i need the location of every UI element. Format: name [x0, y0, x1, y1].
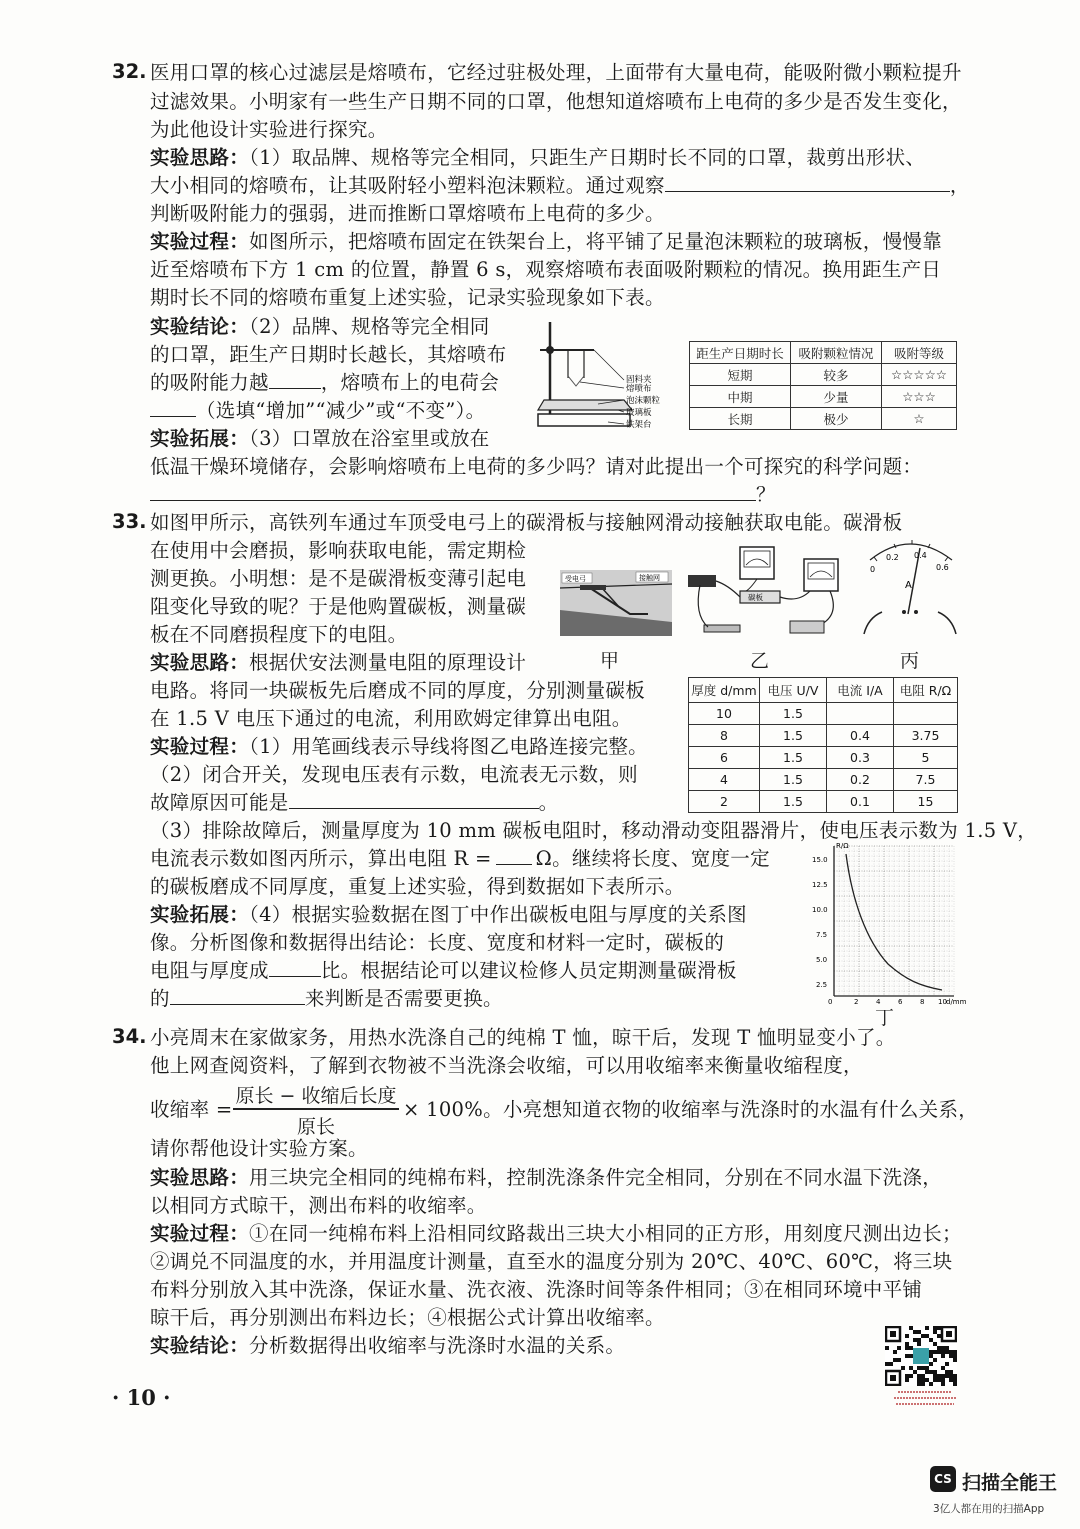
fig-label: 玻璃板: [626, 408, 652, 418]
table-header-cell: 电阻 R/Ω: [894, 678, 958, 703]
table-row: [690, 408, 957, 430]
q32-text-line: 实验拓展：（3）口罩放在浴室里或放在: [150, 427, 490, 450]
table-row: [689, 769, 958, 791]
qr-cell: [893, 1358, 897, 1362]
qr-cell: [949, 1374, 953, 1378]
q33-text-line: 在使用中会磨损，影响获取电能，需定期检: [150, 539, 527, 562]
qr-cell: [929, 1338, 933, 1342]
qr-cell: [917, 1330, 921, 1334]
table-cell: 少量: [791, 386, 882, 408]
table-cell: 15: [894, 791, 958, 813]
table-cell: 0.3: [827, 747, 894, 769]
table-cell: 3.75: [894, 725, 958, 747]
q32-text-line: 判断吸附能力的强弱，进而推断口罩熔喷布上电荷的多少。: [150, 202, 665, 225]
table-cell: 4: [689, 769, 760, 791]
q34-text-line: ②调兑不同温度的水，并用温度计测量，直至水的温度分别为 20℃、40℃、60℃，将三块: [150, 1250, 953, 1273]
graph-x-tick: 0: [828, 998, 833, 1006]
graph-y-axis-label: R/Ω: [836, 842, 849, 850]
q34-text-line: 实验思路：用三块完全相同的纯棉布料，控制洗涤条件完全相同，分别在不同水温下洗涤，: [150, 1166, 943, 1189]
q33-text-line: 实验过程：（1）用笔画线表示导线将图乙电路连接完整。: [150, 735, 648, 758]
qr-cell: [937, 1374, 941, 1378]
qr-cell: [933, 1350, 937, 1354]
q32-text-line: 实验过程：如图所示，把熔喷布固定在铁架台上，将平铺了足量泡沫颗粒的玻璃板，慢慢靠: [150, 230, 943, 253]
qr-cell: [933, 1374, 937, 1378]
qr-cell: [933, 1326, 937, 1330]
qr-cell: [909, 1346, 913, 1350]
answer-blank[interactable]: [496, 846, 532, 865]
qr-caption-decoration: [890, 1388, 960, 1410]
q32-text-line: 过滤效果。小明家有一些生产日期不同的口罩，他想知道熔喷布上电荷的多少是否发生变化，: [150, 90, 962, 113]
qr-cell: [937, 1350, 941, 1354]
graph-y-tick: 15.0: [812, 856, 828, 864]
qr-cell: [897, 1358, 901, 1362]
qr-cell: [937, 1326, 941, 1330]
dial-tick: 0.2: [886, 553, 899, 562]
qr-cell: [945, 1374, 949, 1378]
graph-x-tick: 8: [920, 998, 925, 1006]
graph-x-tick: 10: [938, 998, 947, 1006]
qr-cell: [933, 1358, 937, 1362]
q32-text-line: 医用口罩的核心过滤层是熔喷布，它经过驻极处理，上面带有大量电荷，能吸附微小颗粒提升: [150, 61, 962, 84]
graph-y-tick: 5.0: [816, 956, 828, 964]
qr-cell: [917, 1338, 921, 1342]
qr-cell: [901, 1366, 905, 1370]
q34-text-line: 以相同方式晾干，测出布料的收缩率。: [150, 1194, 487, 1217]
q32-text-line: 大小相同的熔喷布，让其吸附轻小塑料泡沫颗粒。通过观察 ，: [150, 174, 970, 197]
graph-y-tick: 10.0: [812, 906, 828, 914]
qr-cell: [933, 1342, 937, 1346]
qr-cell: [941, 1366, 945, 1370]
camscanner-subtitle: 3亿人都在用的扫描App: [933, 1503, 1045, 1515]
iron-stand-figure: [528, 318, 680, 440]
answer-blank[interactable]: [665, 173, 950, 192]
graph-x-tick: 6: [898, 998, 903, 1006]
q32-text-line: 为此他设计实验进行探究。: [150, 118, 388, 141]
qr-cell: [941, 1382, 945, 1386]
qr-cell: [929, 1382, 933, 1386]
graph-y-tick: 2.5: [816, 981, 828, 989]
q33-text-line: 在 1.5 V 电压下通过的电流，利用欧姆定律算出电阻。: [150, 707, 632, 730]
resistance-thickness-graph: [808, 840, 968, 1010]
qr-cell: [905, 1378, 909, 1382]
formula-numerator: 原长 − 收缩后长度: [235, 1085, 397, 1107]
figure-ding-label: 丁: [875, 1007, 895, 1029]
adsorption-table: [689, 341, 957, 430]
dial-tick: 0.4: [914, 551, 927, 560]
table-row: [690, 386, 957, 408]
table-cell: 中期: [690, 386, 791, 408]
table-cell: ☆☆☆: [882, 386, 957, 408]
table-cell: 8: [689, 725, 760, 747]
qr-cell: [905, 1334, 909, 1338]
graph-y-tick: 12.5: [812, 881, 828, 889]
qr-cell: [917, 1366, 921, 1370]
qr-cell: [917, 1378, 921, 1382]
page-number: · 10 ·: [112, 1385, 171, 1410]
qr-cell: [941, 1374, 945, 1378]
fig-label: 碳板: [748, 593, 763, 602]
qr-cell: [913, 1330, 917, 1334]
table-cell: 0.1: [827, 791, 894, 813]
qr-cell: [929, 1370, 933, 1374]
q33-text-line: 的碳板磨成不同厚度，重复上述实验，得到数据如下表所示。: [150, 875, 685, 898]
dial-tick: A: [905, 580, 912, 591]
qr-cell: [929, 1362, 933, 1366]
qr-cell: [925, 1366, 929, 1370]
answer-blank[interactable]: [150, 398, 196, 417]
qr-cell: [905, 1354, 909, 1358]
ammeter-dial-figure: [860, 530, 960, 642]
graph-x-axis-label: d/mm: [946, 998, 967, 1006]
qr-cell: [933, 1370, 937, 1374]
formula-fraction-bar: [233, 1108, 399, 1110]
qr-cell: [921, 1334, 925, 1338]
dial-tick: 0.6: [936, 563, 949, 572]
table-cell: 1.5: [760, 703, 827, 725]
table-header-cell: 距生产日期时长: [690, 342, 791, 364]
q33-text-line: 测更换。小明想：是不是碳滑板变薄引起电: [150, 567, 527, 590]
qr-cell: [929, 1354, 933, 1358]
qr-cell: [925, 1334, 929, 1338]
q32-text-line: 的吸附能力越 ，熔喷布上的电荷会: [150, 371, 500, 394]
graph-y-tick: 7.5: [816, 931, 828, 939]
fig-label: 熔喷布: [626, 384, 652, 394]
qr-cell: [953, 1378, 957, 1382]
q33-text-line: （3）排除故障后，测量厚度为 10 mm 碳板电阻时，移动滑动变阻器滑片，使电压表示数为 1.5 V，: [150, 819, 1038, 842]
q33-text-line: 电路。将同一块碳板先后磨成不同的厚度，分别测量碳板: [150, 679, 646, 702]
qr-cell: [933, 1378, 937, 1382]
qr-cell: [909, 1354, 913, 1358]
figure-jia-label: 甲: [600, 650, 620, 672]
q33-text-line: 板在不同磨损程度下的电阻。: [150, 623, 408, 646]
graph-x-tick: 4: [876, 998, 881, 1006]
q34-text-line: 实验过程：①在同一纯棉布料上沿相同纹路裁出三块大小相同的正方形，用刻度尺测出边长；: [150, 1222, 962, 1245]
qr-cell: [893, 1350, 897, 1354]
qr-cell: [917, 1342, 921, 1346]
q33-text-line: 的 来判断是否需要更换。: [150, 987, 503, 1010]
qr-cell: [905, 1342, 909, 1346]
table-row: [690, 364, 957, 386]
q32-text-line: （选填“增加”“减少”或“不变”）。: [150, 398, 485, 424]
table-cell: 0.2: [827, 769, 894, 791]
table-cell: 1.5: [760, 725, 827, 747]
qr-cell: [889, 1362, 893, 1366]
q33-text-line: 如图甲所示，高铁列车通过车顶受电弓上的碳滑板与接触网滑动接触获取电能。碳滑板: [150, 511, 903, 534]
camscanner-logo-icon: CS: [930, 1466, 956, 1492]
resistance-table: [688, 677, 958, 813]
qr-cell: [925, 1378, 929, 1382]
table-cell: 6: [689, 747, 760, 769]
qr-cell: [949, 1354, 953, 1358]
q33-text-line: 电流表示数如图丙所示，算出电阻 R = Ω。继续将长度、宽度一定: [150, 847, 770, 870]
table-cell: 1.5: [760, 769, 827, 791]
table-header-cell: 吸附等级: [882, 342, 957, 364]
q32-text-line: 的口罩，距生产日期时长越长，其熔喷布: [150, 343, 507, 366]
pantograph-figure: [560, 570, 672, 636]
q32-text-line: 期时长不同的熔喷布重复上述实验，记录实验现象如下表。: [150, 286, 665, 309]
answer-blank[interactable]: [269, 958, 321, 977]
q32-text-line: 实验结论：（2）品牌、规格等完全相同: [150, 315, 490, 338]
qr-cell: [953, 1382, 957, 1386]
camscanner-title: 扫描全能王: [962, 1472, 1058, 1494]
q32-text-line: 实验思路：（1）取品牌、规格等完全相同，只距生产日期时长不同的口罩，裁剪出形状、: [150, 146, 926, 169]
qr-cell: [913, 1338, 917, 1342]
qr-cell: [909, 1326, 913, 1330]
figure-yi-label: 乙: [750, 650, 770, 672]
table-header-row: [690, 342, 957, 364]
table-cell: [894, 703, 958, 725]
qr-cell: [885, 1346, 889, 1350]
qr-cell: [917, 1374, 921, 1378]
table-row: [689, 747, 958, 769]
shrinkage-formula-tail: × 100%。小亮想知道衣物的收缩率与洗涤时的水温有什么关系，: [403, 1098, 979, 1121]
question-33-number: 33.: [112, 510, 147, 533]
q34-text-line: 小亮周末在家做家务，用热水洗涤自己的纯棉 T 恤，晾干后，发现 T 恤明显变小了。: [150, 1026, 896, 1049]
table-cell: 较多: [791, 364, 882, 386]
qr-cell: [953, 1358, 957, 1362]
table-cell: 极少: [791, 408, 882, 430]
table-header-cell: 电流 I/A: [827, 678, 894, 703]
table-header-cell: 吸附颗粒情况: [791, 342, 882, 364]
q33-text-line: 电阻与厚度成 比。根据结论可以建议检修人员定期测量碳滑板: [150, 959, 737, 982]
table-cell: ☆☆☆☆☆: [882, 364, 957, 386]
qr-cell: [933, 1330, 937, 1334]
table-cell: 10: [689, 703, 760, 725]
qr-code: [885, 1326, 957, 1386]
table-cell: [827, 703, 894, 725]
qr-cell: [953, 1350, 957, 1354]
q34-text-line: 实验结论：分析数据得出收缩率与洗涤时水温的关系。: [150, 1334, 626, 1357]
qr-cell: [909, 1374, 913, 1378]
table-cell: 5: [894, 747, 958, 769]
q32-text-line: 低温干燥环境储存，会影响熔喷布上电荷的多少吗？请对此提出一个可探究的科学问题：: [150, 455, 923, 478]
q34-text-line: 请你帮他设计实验方案。: [150, 1137, 368, 1160]
qr-cell: [913, 1370, 917, 1374]
q32-text-line: ？: [150, 482, 776, 508]
qr-cell: [905, 1346, 909, 1350]
qr-cell: [941, 1354, 945, 1358]
fig-label: 受电弓: [565, 575, 586, 583]
q34-text-line: 他上网查阅资料，了解到衣物被不当洗涤会收缩，可以用收缩率来衡量收缩程度，: [150, 1054, 863, 1077]
table-cell: 0.4: [827, 725, 894, 747]
qr-cell: [925, 1326, 929, 1330]
answer-blank[interactable]: [269, 370, 321, 389]
graph-grid: [834, 846, 954, 996]
table-cell: 短期: [690, 364, 791, 386]
table-cell: 1.5: [760, 747, 827, 769]
qr-cell: [953, 1374, 957, 1378]
qr-cell: [937, 1334, 941, 1338]
table-cell: 1.5: [760, 791, 827, 813]
qr-cell: [941, 1346, 945, 1350]
table-header-cell: 厚度 d/mm: [689, 678, 760, 703]
table-cell: 长期: [690, 408, 791, 430]
qr-cell: [909, 1366, 913, 1370]
qr-cell: [905, 1374, 909, 1378]
table-header-row: [689, 678, 958, 703]
qr-cell: [925, 1370, 929, 1374]
table-cell: ☆: [882, 408, 957, 430]
q32-text-line: 近至熔喷布下方 1 cm 的位置，静置 6 s，观察熔喷布表面吸附颗粒的情况。换用距生产日: [150, 258, 942, 281]
fig-label: 铁架台: [626, 420, 652, 430]
qr-cell: [945, 1350, 949, 1354]
dial-tick: 0: [870, 565, 876, 574]
circuit-figure: [680, 545, 850, 645]
table-row: [689, 703, 958, 725]
q33-text-line: （2）闭合开关，发现电压表有示数，电流表无示数，则: [150, 763, 638, 786]
qr-cell: [921, 1378, 925, 1382]
qr-cell: [885, 1362, 889, 1366]
q33-text-line: 实验拓展：（4）根据实验数据在图丁中作出碳板电阻与厚度的关系图: [150, 903, 747, 926]
fig-label: 接触网: [639, 574, 660, 582]
q33-text-line: 像。分析图像和数据得出结论：长度、宽度和材料一定时，碳板的: [150, 931, 725, 954]
formula-denominator: 原长: [296, 1116, 335, 1138]
qr-cell: [945, 1346, 949, 1350]
answer-blank[interactable]: [170, 986, 305, 1005]
qr-cell: [921, 1374, 925, 1378]
fig-label: 固料夹: [626, 375, 652, 385]
qr-cell: [921, 1382, 925, 1386]
qr-cell: [953, 1354, 957, 1358]
qr-cell: [949, 1378, 953, 1382]
qr-cell: [921, 1366, 925, 1370]
qr-cell: [897, 1346, 901, 1350]
q33-text-line: 实验思路：根据伏安法测量电阻的原理设计: [150, 651, 527, 674]
table-row: [689, 791, 958, 813]
qr-cell: [929, 1350, 933, 1354]
fig-label: 泡沫颗粒: [626, 396, 661, 406]
qr-cell: [937, 1346, 941, 1350]
qr-cell: [941, 1378, 945, 1382]
q33-text-line: 阻变化导致的呢？于是他购置碳板，测量碳: [150, 595, 527, 618]
table-header-cell: 电压 U/V: [760, 678, 827, 703]
qr-cell: [945, 1362, 949, 1366]
qr-cell: [949, 1350, 953, 1354]
qr-cell: [917, 1382, 921, 1386]
qr-cell: [945, 1370, 949, 1374]
question-32-number: 32.: [112, 60, 147, 83]
figure-bing-label: 丙: [900, 650, 920, 672]
table-cell: 7.5: [894, 769, 958, 791]
qr-cell: [941, 1350, 945, 1354]
answer-blank[interactable]: [150, 482, 756, 501]
graph-x-tick: 2: [854, 998, 859, 1006]
q34-text-line: 晾干后，再分别测出布料边长；④根据公式计算出收缩率。: [150, 1306, 665, 1329]
answer-blank[interactable]: [289, 790, 539, 809]
table-row: [689, 725, 958, 747]
qr-cell: [949, 1370, 953, 1374]
question-34-number: 34.: [112, 1025, 147, 1048]
shrinkage-formula-lhs: 收缩率 =: [150, 1098, 233, 1121]
table-cell: 2: [689, 791, 760, 813]
q33-text-line: 故障原因可能是 。: [150, 791, 559, 814]
qr-cell: [937, 1378, 941, 1382]
q34-text-line: 布料分别放入其中洗涤，保证水量、洗衣液、洗涤时间等条件相同；③在相同环境中平铺: [150, 1278, 923, 1301]
